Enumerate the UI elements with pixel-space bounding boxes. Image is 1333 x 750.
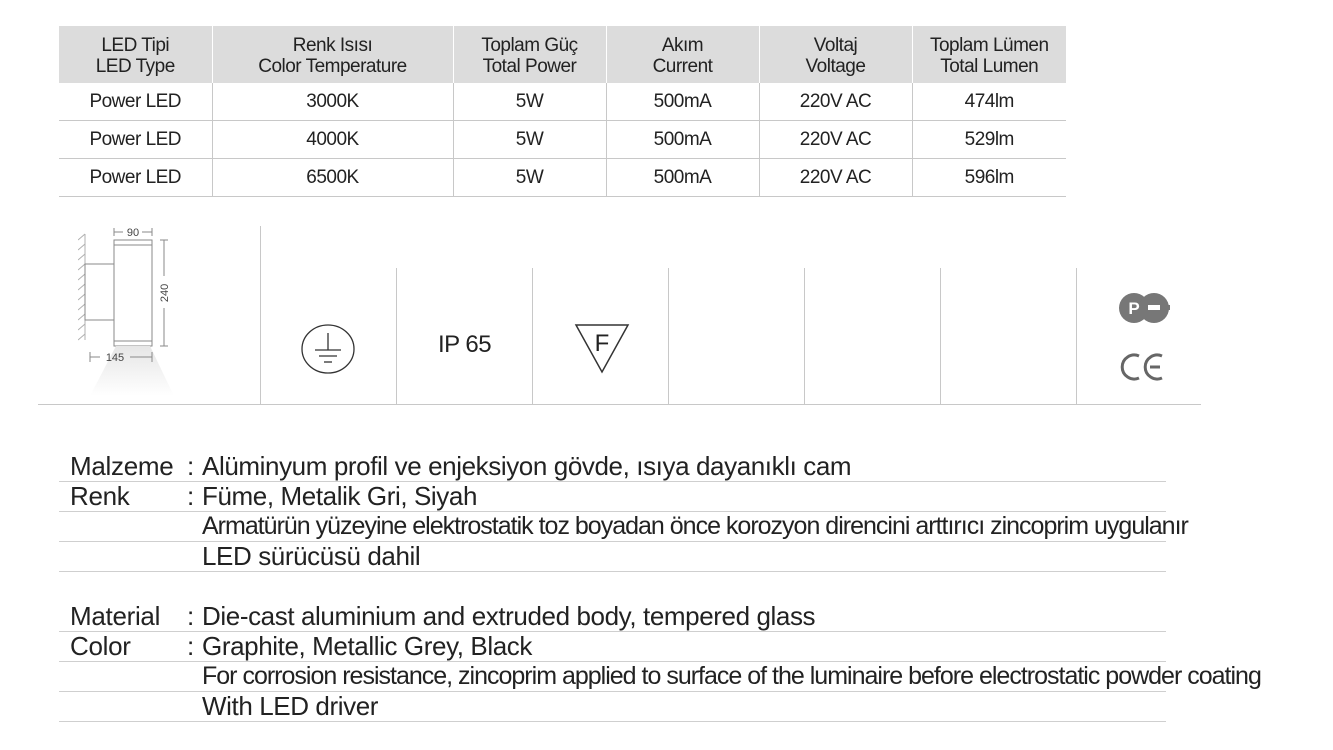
cell-color-temperature: 4000K [212,121,453,159]
divider [396,268,397,404]
pct-mark-icon [1118,290,1172,326]
cell-total-lumen: 474lm [912,83,1066,121]
divider [1076,268,1077,404]
header-voltage: Voltaj Voltage [759,26,912,83]
cell-total-lumen: 596lm [912,159,1066,197]
note1-en: For corrosion resistance, zincoprim applied to surface of the luminaire before electrostatic powder coating [202,662,1261,690]
header-color-temperature: Renk Isısı Color Temperature [212,26,453,83]
divider [532,268,533,404]
cell-voltage: 220V AC [759,121,912,159]
cell-color-temperature: 3000K [212,83,453,121]
material-label-tr: Malzeme [70,451,174,481]
cell-total-power: 5W [453,83,606,121]
desc-row-note1-tr [59,511,1188,542]
header-current: Akım Current [606,26,759,83]
dim-height: 240 [159,283,171,303]
note2-tr: LED sürücüsü dahil [202,541,421,571]
material-label-en: Material [70,601,161,631]
header-led-type: LED Tipi LED Type [59,26,212,83]
ip-rating: IP 65 [438,331,492,358]
divider [260,226,261,404]
cell-color-temperature: 6500K [212,159,453,197]
note1-tr: Armatürün yüzeyine elektrostatik toz boyadan önce korozyon direncini arttırıcı zincoprim uygulanır [202,512,1188,540]
table-header-row [59,26,1066,83]
desc-row-color-tr [59,481,1166,512]
table-row [59,83,1066,121]
fixture-dimension-drawing [78,220,218,404]
cell-voltage: 220V AC [759,83,912,121]
separator: : [187,481,195,511]
desc-row-color-en [59,631,1166,662]
desc-row-material-tr [59,451,1166,482]
header-total-power: Toplam Güç Total Power [453,26,606,83]
cell-led-type: Power LED [59,121,212,159]
cell-current: 500mA [606,83,759,121]
note2-en: With LED driver [202,691,379,721]
material-value-en: Die-cast aluminium and extruded body, tempered glass [202,601,816,631]
dim-width-bottom: 145 [105,352,125,364]
color-value-en: Graphite, Metallic Grey, Black [202,631,532,661]
material-value-tr: Alüminyum profil ve enjeksiyon gövde, ısıya dayanıklı cam [202,451,852,481]
divider [940,268,941,404]
desc-row-note1-en [59,661,1261,692]
cell-led-type: Power LED [59,83,212,121]
dim-width-top: 90 [126,227,140,239]
cell-current: 500mA [606,121,759,159]
separator: : [187,601,195,631]
table-row [59,159,1066,197]
cell-total-power: 5W [453,121,606,159]
icon-strip [38,226,1201,405]
desc-row-note2-en [59,691,1166,722]
table-row [59,121,1066,159]
header-total-lumen: Toplam Lümen Total Lumen [912,26,1066,83]
f-mark-letter: F [594,330,610,357]
separator: : [187,451,195,481]
cell-led-type: Power LED [59,159,212,197]
desc-row-material-en [59,601,1166,632]
ce-mark-icon [1120,352,1166,382]
divider [804,268,805,404]
earth-ground-icon [300,323,356,375]
cell-total-lumen: 529lm [912,121,1066,159]
divider [668,268,669,404]
cell-voltage: 220V AC [759,159,912,197]
cell-total-power: 5W [453,159,606,197]
color-label-tr: Renk [70,481,130,511]
f-mark-icon [574,322,630,376]
desc-row-note2-tr [59,541,1166,572]
color-value-tr: Füme, Metalik Gri, Siyah [202,481,478,511]
separator: : [187,631,195,661]
svg-text:P: P [1128,299,1140,318]
color-label-en: Color [70,631,131,661]
spec-table [59,26,1066,197]
cell-current: 500mA [606,159,759,197]
